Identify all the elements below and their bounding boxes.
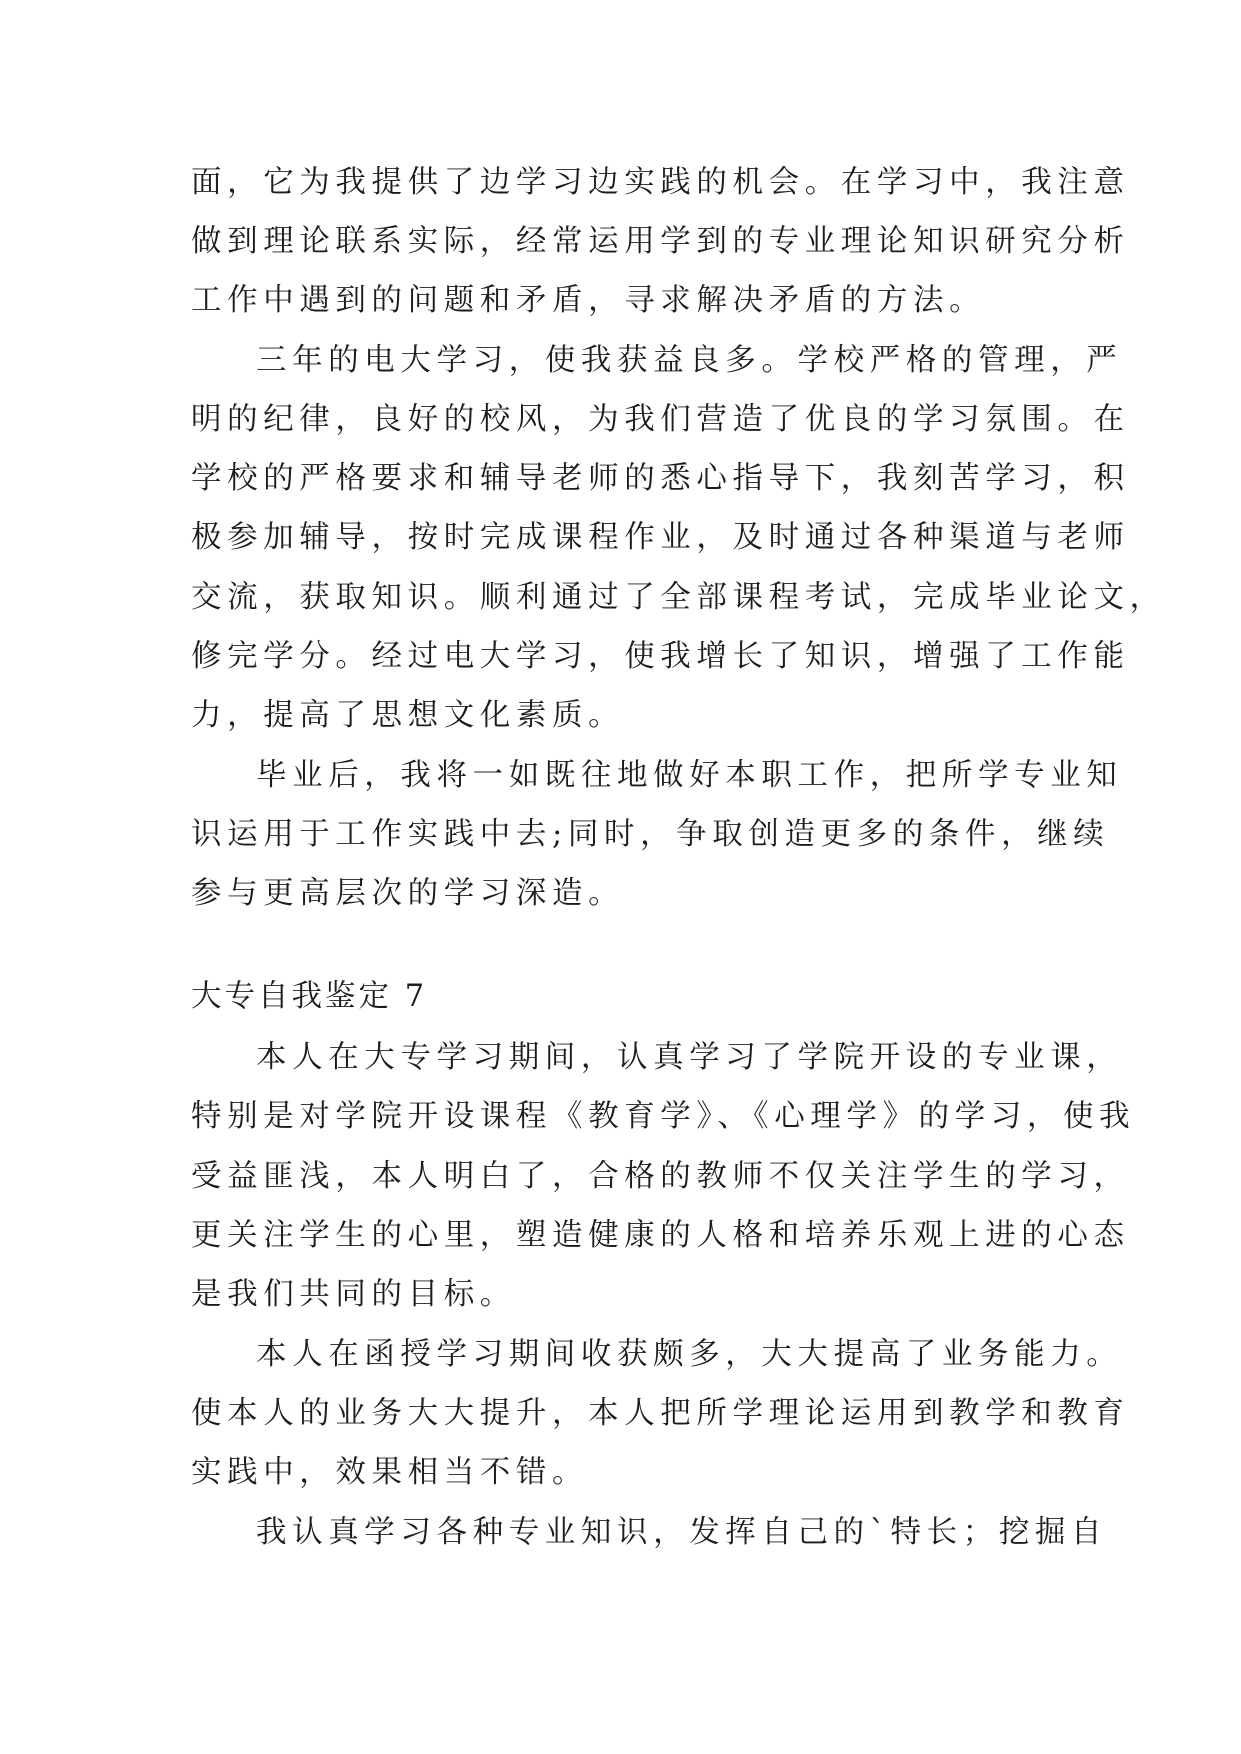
text-line: 工作中遇到的问题和矛盾，寻求解决矛盾的方法。: [191, 283, 986, 318]
text-line: 面，它为我提供了边学习边实践的机会。在学习中，我注意: [191, 165, 1130, 200]
text-line: 更关注学生的心里，塑造健康的人格和培养乐观上进的心态: [191, 1218, 1130, 1253]
paragraph-first-line: 我认真学习各种专业知识，发挥自己的`特长；挖掘自: [256, 1515, 1108, 1550]
text-line: 做到理论联系实际，经常运用学到的专业理论知识研究分析: [191, 224, 1130, 259]
text-line: 参与更高层次的学习深造。: [191, 876, 625, 911]
text-line: 学校的严格要求和辅导老师的悉心指导下，我刻苦学习，积: [191, 461, 1130, 496]
text-line: 受益匪浅，本人明白了，合格的教师不仅关注学生的学习，: [191, 1159, 1130, 1194]
paragraph-first-line: 三年的电大学习，使我获益良多。学校严格的管理，严: [256, 343, 1123, 378]
text-line: 明的纪律，良好的校风，为我们营造了优良的学习氛围。在: [191, 402, 1130, 437]
text-line: 实践中，效果相当不错。: [191, 1455, 589, 1490]
text-line: 特别是对学院开设课程《教育学》、《心理学》的学习，使我: [191, 1099, 1136, 1134]
text-line: 使本人的业务大大提升，本人把所学理论运用到教学和教育: [191, 1396, 1130, 1431]
paragraph-first-line: 本人在函授学习期间收获颇多，大大提高了业务能力。: [256, 1337, 1123, 1372]
text-line: 修完学分。经过电大学习，使我增长了知识，增强了工作能: [191, 639, 1130, 674]
text-line: 力，提高了思想文化素质。: [191, 698, 625, 733]
paragraph-first-line: 毕业后，我将一如既往地做好本职工作，把所学专业知: [256, 758, 1123, 793]
text-line: 是我们共同的目标。: [191, 1277, 516, 1312]
paragraph-first-line: 本人在大专学习期间，认真学习了学院开设的专业课，: [256, 1040, 1123, 1075]
text-line: 极参加辅导，按时完成课程作业，及时通过各种渠道与老师: [191, 520, 1130, 555]
text-line: 交流，获取知识。顺利通过了全部课程考试，完成毕业论文，: [191, 580, 1166, 615]
text-line: 识运用于工作实践中去;同时，争取创造更多的条件，继续: [191, 817, 1110, 852]
section-heading: 大专自我鉴定 7: [191, 979, 428, 1014]
